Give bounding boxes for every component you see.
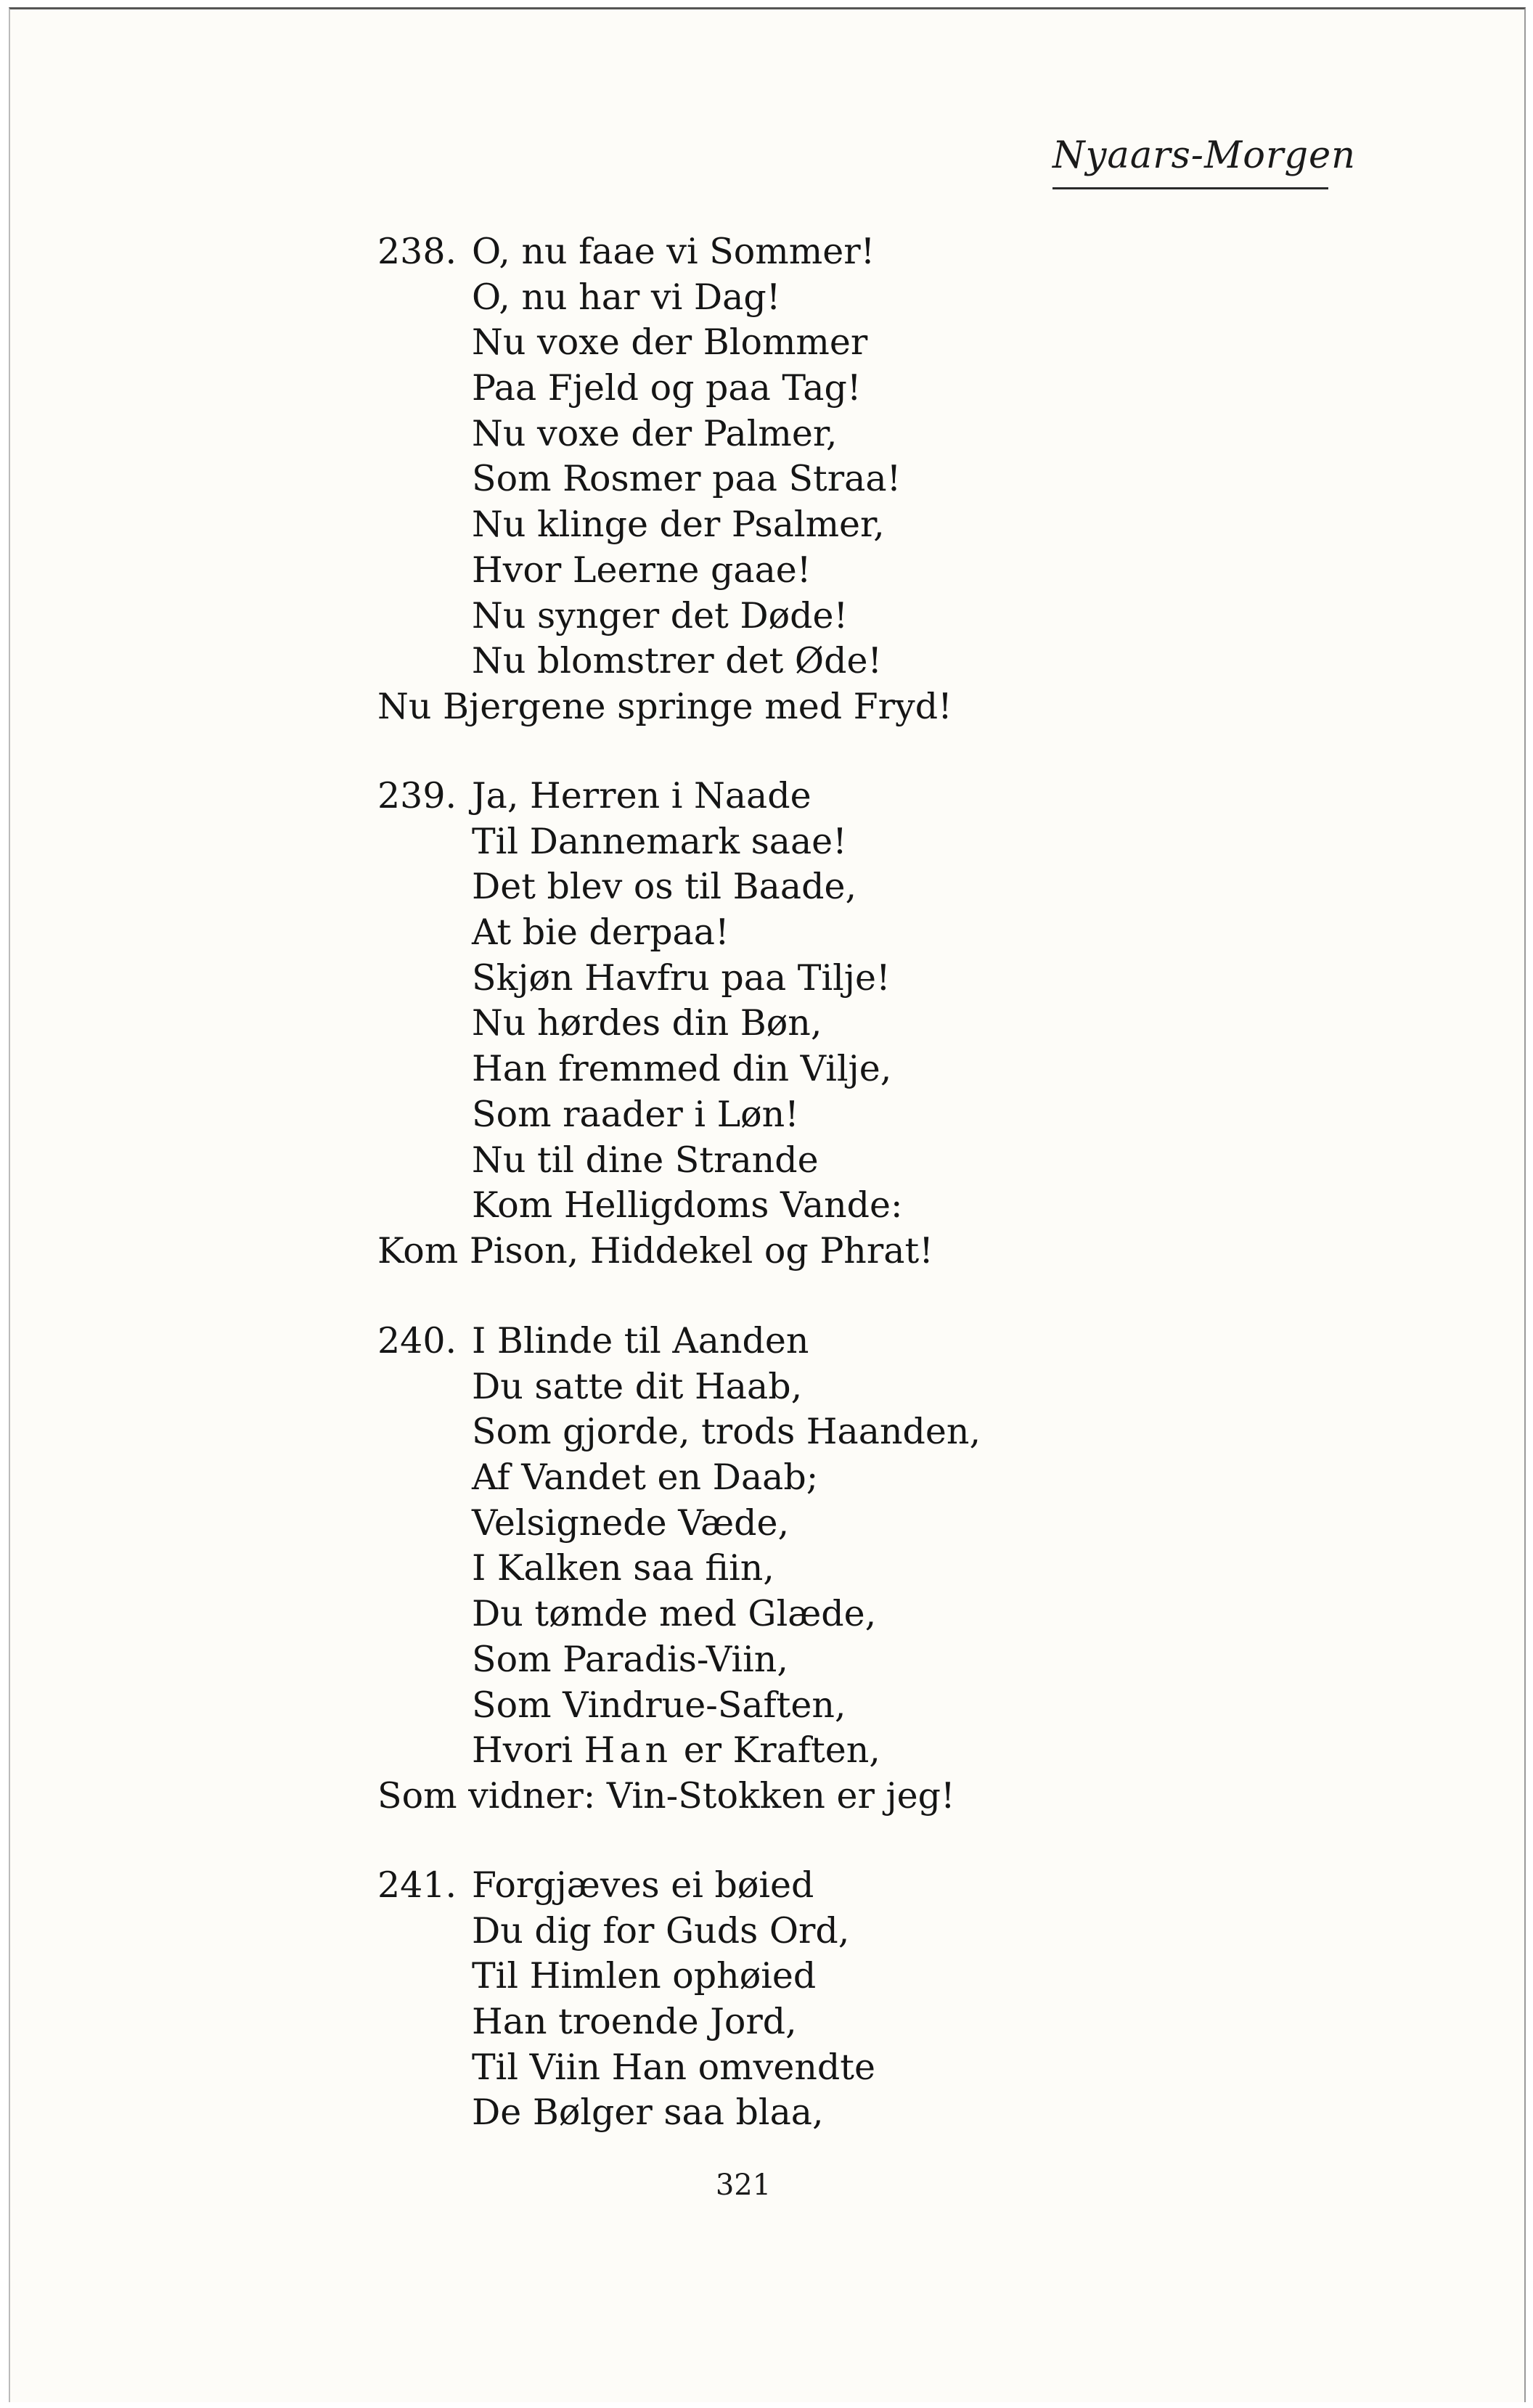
verse-line: Til Dannemark saae! [472, 820, 847, 862]
verse-line: Kom Pison, Hiddekel og Phrat! [377, 1229, 933, 1271]
running-head: Nyaars-Morgen [1052, 134, 1357, 177]
verse-line: Nu synger det Døde! [472, 594, 849, 636]
stanza-number: 239. [377, 775, 457, 816]
verse-line: Paa Fjeld og paa Tag! [472, 367, 862, 409]
verse-line: Hvori Han er Kraften, [472, 1729, 880, 1772]
verse-line: Nu voxe der Palmer, [472, 412, 838, 454]
verse-line: 238. O, nu faae vi Sommer! [377, 229, 952, 275]
verse-line: 240. I Blinde til Aanden [377, 1319, 981, 1364]
stanza-238 [377, 229, 952, 730]
verse-line: Kom Helligdoms Vande: [472, 1184, 903, 1226]
verse-line: Nu hørdes din Bøn, [472, 1002, 822, 1044]
verse-line: De Bølger saa blaa, [472, 2092, 824, 2134]
running-head-rule [1052, 187, 1328, 189]
verse-line: Velsignede Væde, [472, 1502, 790, 1544]
verse-line: Du tømde med Glæde, [472, 1593, 877, 1635]
verse-line: Som Vindrue-Saften, [472, 1684, 846, 1726]
verse-line: Nu voxe der Blommer [472, 322, 868, 364]
verse-line: Han troende Jord, [472, 2001, 797, 2043]
stanza-number: 241. [377, 1864, 457, 1906]
verse-line: Som Paradis-Viin, [472, 1638, 788, 1680]
verse-line: Af Vandet en Daab; [472, 1457, 819, 1499]
verse-line: I Kalken saa fiin, [472, 1547, 774, 1589]
stanza-240 [377, 1319, 981, 1819]
verse-line: Som raader i Løn! [472, 1093, 799, 1135]
verse-line: Nu klinge der Psalmer, [472, 504, 885, 546]
verse-line: Nu blomstrer det Øde! [472, 640, 883, 682]
verse-line: Som vidner: Vin-Stokken er jeg! [377, 1774, 955, 1817]
verse-line: Han fremmed din Vilje, [472, 1048, 892, 1090]
verse-line: 241. Forgjæves ei bøied [377, 1863, 875, 1909]
stanza-241 [377, 1863, 875, 2136]
spaced-emphasis: Han [584, 1729, 673, 1772]
verse-line: Hvor Leerne gaae! [472, 549, 812, 591]
stanza-239 [377, 774, 933, 1274]
stanza-number: 238. [377, 231, 457, 272]
verse-line: Du satte dit Haab, [472, 1365, 803, 1407]
verse-line: O, nu har vi Dag! [472, 276, 781, 318]
page-number: 321 [715, 2169, 772, 2202]
verse-line: Til Himlen ophøied [472, 1955, 817, 1997]
verse-line: Som gjorde, trods Haanden, [472, 1411, 981, 1453]
verse-line: 239. Ja, Herren i Naade [377, 774, 933, 819]
stanza-number: 240. [377, 1320, 457, 1361]
verse-line: Nu til dine Strande [472, 1139, 819, 1181]
verse-line: Nu Bjergene springe med Fryd! [377, 685, 952, 727]
book-page [9, 7, 1526, 2402]
verse-line: Du dig for Guds Ord, [472, 1909, 850, 1952]
verse-line: Skjøn Havfru paa Tilje! [472, 957, 891, 999]
verse-line: Som Rosmer paa Straa! [472, 458, 902, 500]
verse-line: Til Viin Han omvendte [472, 2046, 875, 2088]
verse-line: Det blev os til Baade, [472, 866, 857, 908]
verse-line: At bie derpaa! [472, 912, 729, 954]
